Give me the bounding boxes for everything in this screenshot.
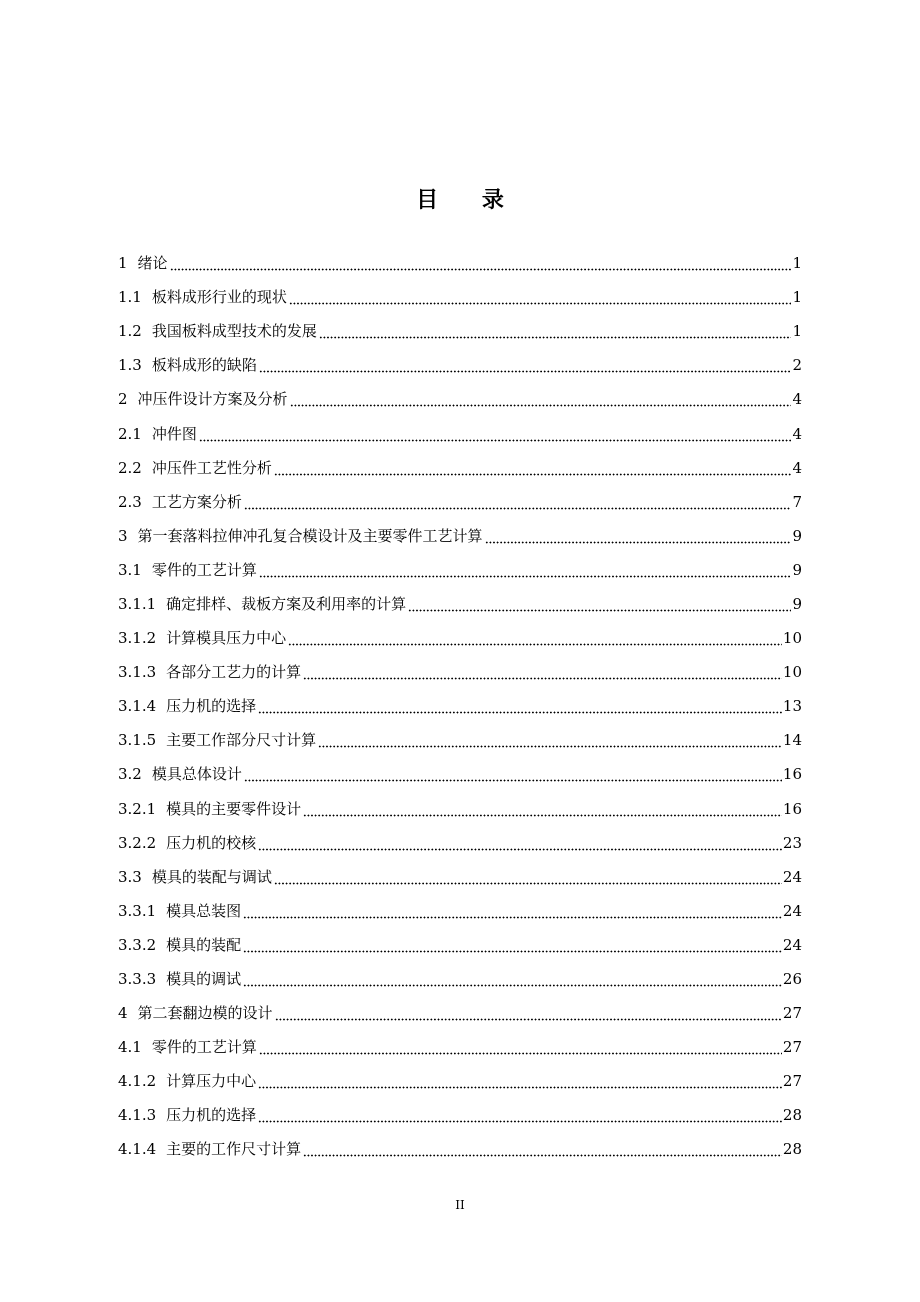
toc-entry-page: 4 [792, 390, 802, 409]
toc-dot-leader [274, 867, 782, 887]
toc-entry-label: 板料成形的缺陷 [151, 356, 257, 375]
toc-entry[interactable] [118, 485, 802, 519]
toc-entry-label: 零件的工艺计算 [151, 560, 257, 579]
toc-dot-leader [259, 560, 792, 580]
toc-entry-page: 27 [782, 1004, 802, 1023]
toc-entry-page: 26 [782, 970, 802, 989]
toc-entry-page: 2 [792, 356, 802, 375]
toc-entry-page: 24 [782, 901, 802, 920]
toc-entry[interactable] [118, 962, 802, 996]
toc-title: 目 录 [416, 187, 522, 213]
toc-entry-label: 主要的工作尺寸计算 [166, 1140, 302, 1159]
toc-dot-leader [318, 730, 782, 750]
toc-entry-label: 零件的工艺计算 [151, 1038, 257, 1057]
toc-entry[interactable] [118, 996, 802, 1030]
toc-entry-page: 4 [792, 458, 802, 477]
toc-entry-label: 冲压件设计方案及分析 [137, 390, 288, 409]
toc-entry[interactable] [118, 1030, 802, 1064]
toc-dot-leader [289, 287, 792, 307]
toc-entry-page: 9 [792, 526, 802, 545]
toc-dot-leader [244, 492, 792, 512]
toc-entry-label: 计算模具压力中心 [166, 629, 287, 648]
toc-dot-leader [288, 628, 782, 648]
toc-entry-page: 10 [782, 629, 802, 648]
toc-entry-number: 2.1 [118, 424, 142, 443]
toc-entry-label: 模具的主要零件设计 [166, 799, 302, 818]
toc-entry[interactable] [118, 1132, 802, 1166]
toc-entry-number: 3.1.5 [118, 731, 157, 750]
toc-dot-leader [258, 1105, 782, 1125]
toc-entry-label: 冲压件工艺性分析 [151, 458, 272, 477]
toc-entry-page: 10 [782, 663, 802, 682]
toc-entry-number: 4.1.2 [118, 1072, 157, 1091]
toc-entry-page: 13 [782, 697, 802, 716]
toc-entry[interactable] [118, 860, 802, 894]
toc-entry-label: 压力机的校核 [166, 833, 257, 852]
toc-entry-number: 1.1 [118, 288, 142, 307]
toc-entry-number: 3.1.2 [118, 629, 157, 648]
toc-entry-page: 7 [792, 492, 802, 511]
toc-entry[interactable] [118, 348, 802, 382]
toc-entry-label: 绪论 [137, 254, 168, 273]
toc-dot-leader [290, 389, 792, 409]
toc-dot-leader [244, 764, 782, 784]
toc-entry-page: 4 [792, 424, 802, 443]
toc-entry[interactable] [118, 280, 802, 314]
toc-dot-leader [243, 901, 782, 921]
toc-entry-number: 4.1.3 [118, 1106, 157, 1125]
toc-dot-leader [243, 935, 782, 955]
toc-entry-number: 3.2.2 [118, 833, 157, 852]
toc-entry-number: 3 [118, 526, 128, 545]
toc-entry-label: 模具总体设计 [151, 765, 242, 784]
toc-entry-number: 3.3.1 [118, 901, 157, 920]
toc-dot-leader [258, 696, 782, 716]
toc-entry[interactable] [118, 587, 802, 621]
toc-entry[interactable] [118, 519, 802, 553]
toc-entry[interactable] [118, 246, 802, 280]
toc-entry-number: 3.3 [118, 867, 142, 886]
toc-entry[interactable] [118, 723, 802, 757]
toc-entry-label: 压力机的选择 [166, 697, 257, 716]
toc-entry-page: 14 [782, 731, 802, 750]
toc-entry-page: 27 [782, 1038, 802, 1057]
toc-entry-label: 第二套翻边模的设计 [137, 1004, 273, 1023]
toc-entry-label: 模具总装图 [166, 901, 242, 920]
toc-dot-leader [408, 594, 791, 614]
toc-entry-page: 24 [782, 935, 802, 954]
toc-entry-label: 主要工作部分尺寸计算 [166, 731, 317, 750]
toc-entry[interactable] [118, 894, 802, 928]
toc-entry[interactable] [118, 757, 802, 791]
toc-entry-page: 1 [792, 288, 802, 307]
toc-dot-leader [485, 526, 792, 546]
toc-entry-label: 模具的装配与调试 [151, 867, 272, 886]
toc-dot-leader [259, 355, 792, 375]
toc-entry-label: 各部分工艺力的计算 [166, 663, 302, 682]
toc-entry-number: 4 [118, 1004, 128, 1023]
toc-entry-number: 3.3.3 [118, 970, 157, 989]
toc-dot-leader [170, 253, 792, 273]
toc-entry[interactable] [118, 655, 802, 689]
toc-dot-leader [303, 1139, 782, 1159]
toc-entry[interactable] [118, 689, 802, 723]
toc-entry-number: 2.3 [118, 492, 142, 511]
toc-list [118, 246, 802, 1167]
toc-entry-number: 3.1.1 [118, 594, 157, 613]
toc-entry-label: 压力机的选择 [166, 1106, 257, 1125]
toc-dot-leader [199, 424, 792, 444]
toc-entry[interactable] [118, 416, 802, 450]
toc-entry[interactable] [118, 451, 802, 485]
toc-entry-number: 2 [118, 390, 128, 409]
toc-entry-page: 9 [792, 594, 802, 613]
toc-entry-number: 4.1.4 [118, 1140, 157, 1159]
toc-entry[interactable] [118, 792, 802, 826]
toc-entry-label: 冲件图 [151, 424, 197, 443]
toc-entry-number: 3.2.1 [118, 799, 157, 818]
toc-entry-page: 28 [782, 1140, 802, 1159]
toc-entry-page: 16 [782, 765, 802, 784]
toc-entry-number: 1 [118, 254, 128, 273]
toc-entry[interactable] [118, 314, 802, 348]
toc-entry-label: 板料成形行业的现状 [151, 288, 287, 307]
toc-entry[interactable] [118, 928, 802, 962]
toc-entry-page: 1 [792, 254, 802, 273]
toc-entry[interactable] [118, 553, 802, 587]
toc-entry-page: 28 [782, 1106, 802, 1125]
toc-entry-number: 1.3 [118, 356, 142, 375]
page-number: II [455, 1198, 465, 1212]
toc-dot-leader [258, 1071, 782, 1091]
toc-entry-number: 3.3.2 [118, 935, 157, 954]
toc-entry-label: 模具的调试 [166, 970, 242, 989]
toc-entry-label: 模具的装配 [166, 935, 242, 954]
toc-entry[interactable] [118, 826, 802, 860]
toc-entry[interactable] [118, 382, 802, 416]
toc-entry[interactable] [118, 1098, 802, 1132]
toc-entry-label: 计算压力中心 [166, 1072, 257, 1091]
toc-dot-leader [319, 321, 792, 341]
toc-entry-number: 1.2 [118, 322, 142, 341]
toc-dot-leader [275, 1003, 782, 1023]
toc-entry-page: 27 [782, 1072, 802, 1091]
toc-dot-leader [274, 458, 792, 478]
toc-entry-number: 3.1 [118, 560, 142, 579]
toc-dot-leader [258, 833, 782, 853]
toc-dot-leader [303, 662, 782, 682]
toc-entry-page: 16 [782, 799, 802, 818]
toc-entry-page: 23 [782, 833, 802, 852]
toc-entry-label: 确定排样、裁板方案及利用率的计算 [166, 594, 407, 613]
toc-entry[interactable] [118, 621, 802, 655]
toc-entry-label: 工艺方案分析 [151, 492, 242, 511]
toc-entry-number: 3.1.4 [118, 697, 157, 716]
toc-entry[interactable] [118, 1064, 802, 1098]
toc-entry-page: 24 [782, 867, 802, 886]
toc-entry-number: 4.1 [118, 1038, 142, 1057]
toc-entry-page: 9 [792, 560, 802, 579]
toc-entry-number: 2.2 [118, 458, 142, 477]
toc-entry-page: 1 [792, 322, 802, 341]
toc-dot-leader [259, 1037, 782, 1057]
toc-entry-label: 第一套落料拉伸冲孔复合模设计及主要零件工艺计算 [137, 526, 483, 545]
toc-entry-number: 3.2 [118, 765, 142, 784]
toc-dot-leader [243, 969, 782, 989]
toc-dot-leader [303, 799, 782, 819]
toc-entry-label: 我国板料成型技术的发展 [151, 322, 317, 341]
toc-entry-number: 3.1.3 [118, 663, 157, 682]
